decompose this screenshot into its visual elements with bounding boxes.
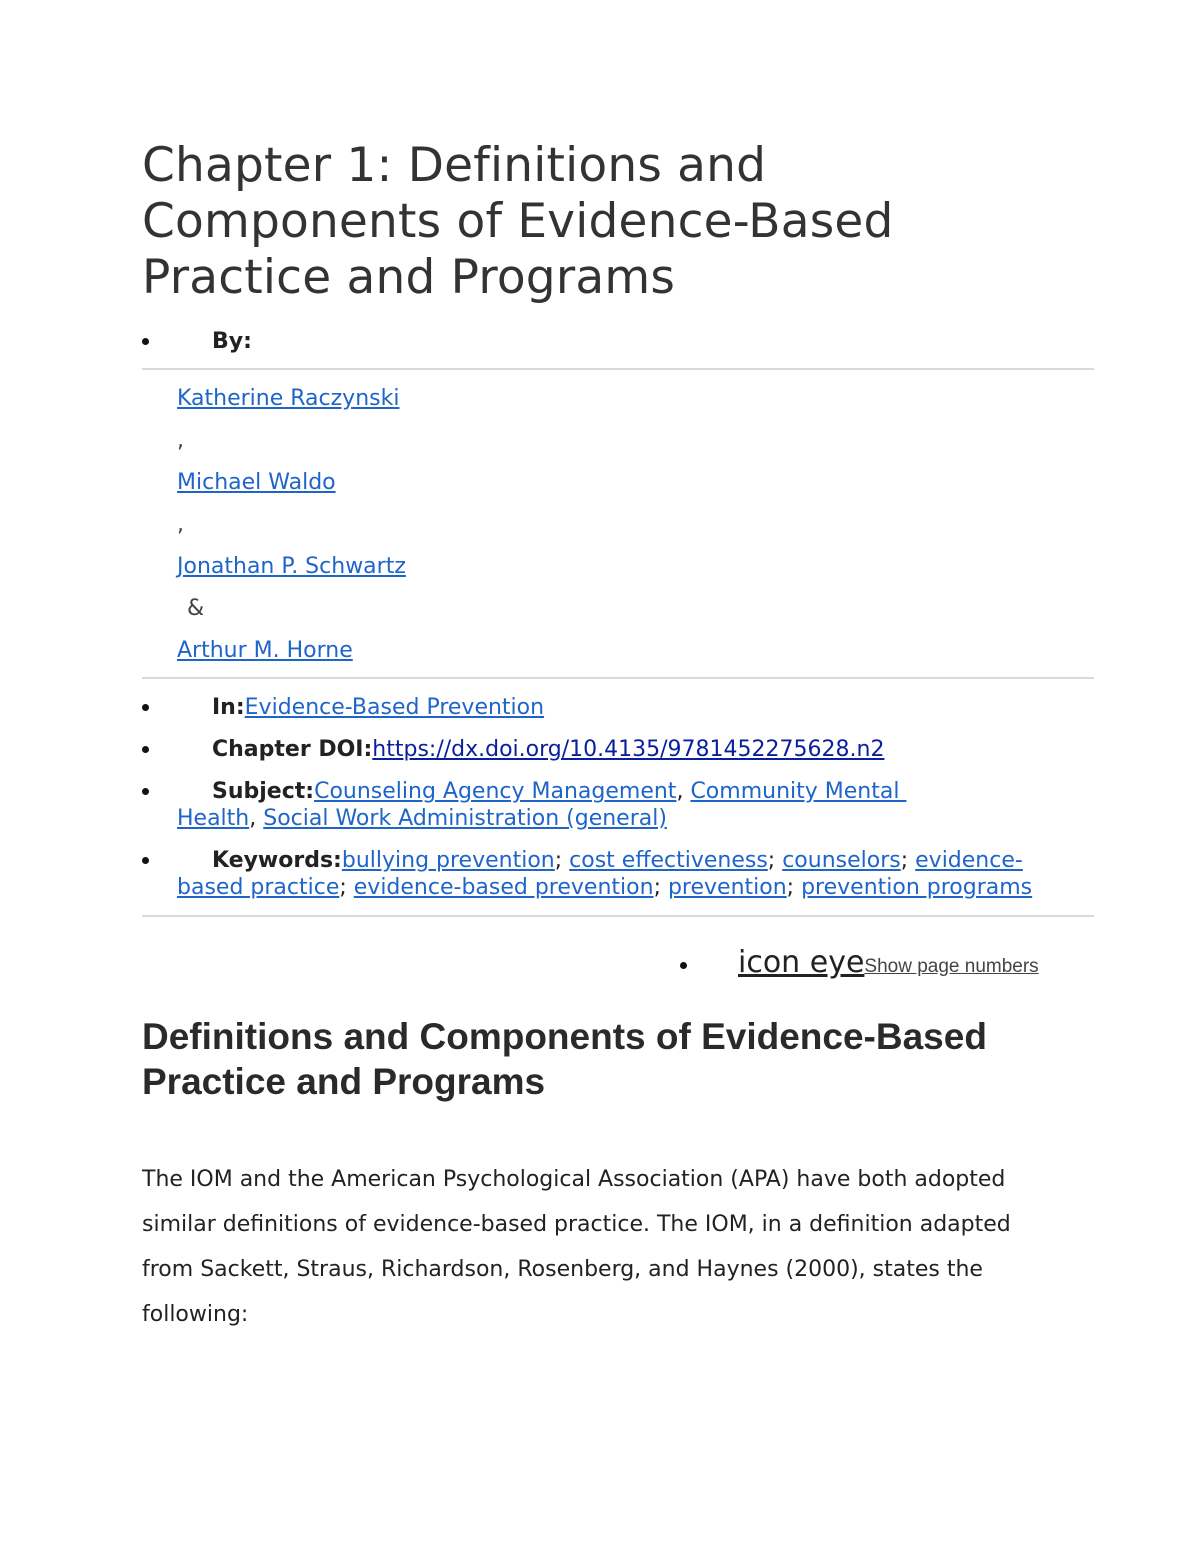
section-heading: Definitions and Components of Evidence-Based Practice and Programs: [142, 1016, 987, 1102]
meta-in: [142, 694, 1094, 721]
author-separator: ,: [177, 428, 184, 453]
subject-link[interactable]: Community Mental: [690, 779, 907, 804]
chapter-title: Chapter 1: Definitions and Components of Evidence-Based Practice and Programs: [142, 138, 894, 305]
author-link-1[interactable]: Katherine Raczynski: [177, 386, 400, 411]
divider: [142, 368, 1094, 370]
keyword-link[interactable]: bullying prevention: [341, 848, 555, 873]
by-item: [142, 328, 1094, 355]
keyword-link[interactable]: counselors: [782, 848, 901, 873]
author-link-3[interactable]: Jonathan P. Schwartz: [177, 554, 406, 579]
keyword-link[interactable]: prevention programs: [801, 875, 1033, 900]
subject-link[interactable]: Counseling Agency Management: [314, 779, 677, 804]
keyword-link[interactable]: evidence-: [915, 848, 1023, 873]
keyword-link[interactable]: based practice: [177, 875, 340, 900]
author-link-2[interactable]: Michael Waldo: [177, 470, 336, 495]
page-numbers-row: [142, 917, 1094, 987]
author-separator: ,: [177, 512, 184, 537]
author-list: [142, 378, 1094, 672]
doi-link[interactable]: https://dx.doi.org/10.4135/9781452275628.n2: [372, 737, 885, 762]
meta-doi: [142, 736, 1094, 763]
author-separator: &: [187, 596, 205, 621]
document-page: [142, 138, 1094, 1337]
author-item: [177, 378, 1094, 420]
keyword-link[interactable]: cost effectiveness: [569, 848, 768, 873]
meta-keywords: Keywords:bullying prevention; cost effectiveness; counselors; evidence- based practice; evidence-based prevention; prevention; prevention programs: [142, 847, 1094, 901]
doi-label: Chapter DOI:: [212, 737, 373, 762]
by-label: By:: [212, 329, 252, 354]
meta-subject: Subject:Counseling Agency Management, Community Mental Health, Social Work Administration (general): [142, 778, 1094, 832]
subject-link[interactable]: Health: [177, 806, 250, 831]
body-paragraph: The IOM and the American Psychological Association (APA) have both adopted similar definitions of evidence-based practice. The IOM, in a definition adapted from Sackett, Straus, Richardson, Rosenberg, and Haynes (2000), states the following:: [142, 1167, 1011, 1327]
divider: [142, 677, 1094, 679]
show-page-numbers-toggle[interactable]: [738, 945, 1039, 980]
keyword-link[interactable]: evidence-based prevention: [353, 875, 654, 900]
eye-icon: icon eye: [738, 945, 865, 980]
bullet: [680, 962, 687, 969]
subject-label: Subject:: [212, 779, 315, 804]
author-item: [177, 462, 1094, 504]
keyword-link[interactable]: prevention: [667, 875, 787, 900]
keywords-label: Keywords:: [212, 848, 342, 873]
show-page-numbers-label[interactable]: Show page numbers: [864, 956, 1039, 977]
subject-link[interactable]: Social Work Administration (general): [263, 806, 667, 831]
book-link[interactable]: Evidence-Based Prevention: [244, 695, 545, 720]
author-item: [177, 546, 1094, 588]
author-item: [177, 630, 1094, 672]
author-link-4[interactable]: Arthur M. Horne: [177, 638, 353, 663]
in-label: In:: [212, 695, 245, 720]
